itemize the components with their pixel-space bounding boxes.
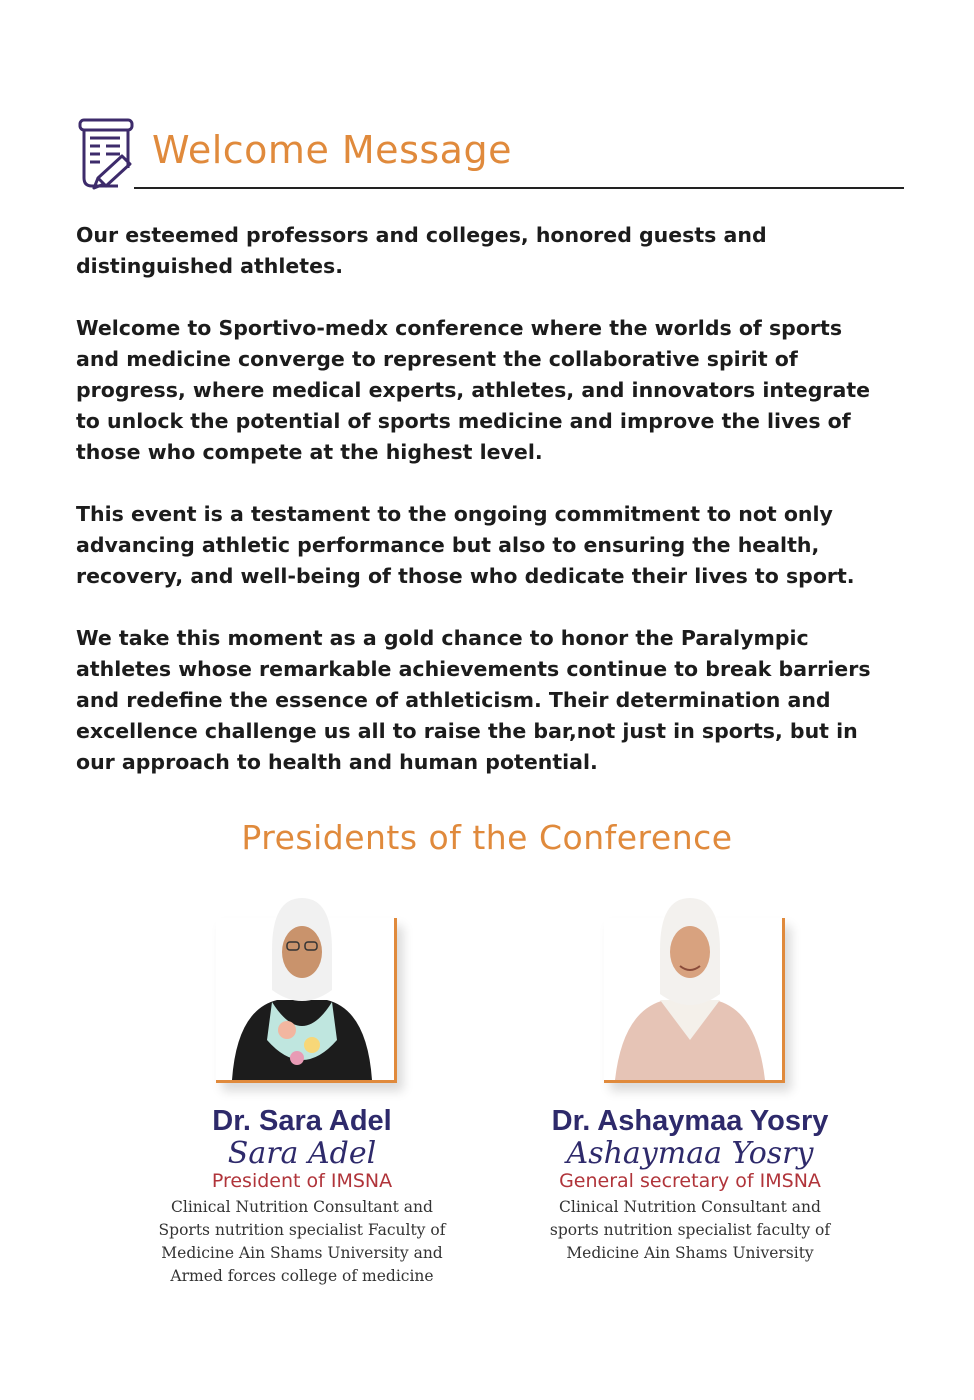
person-name: Dr. Ashaymaa Yosry bbox=[551, 1105, 829, 1137]
president-card bbox=[500, 890, 880, 1265]
person-name: Dr. Sara Adel bbox=[212, 1105, 392, 1137]
signature: Sara Adel bbox=[227, 1136, 377, 1171]
page-title: Welcome Message bbox=[152, 128, 512, 172]
signature: Ashaymaa Yosry bbox=[566, 1136, 814, 1171]
portrait-image bbox=[605, 890, 775, 1080]
person-description bbox=[500, 1196, 880, 1265]
paragraph: Our esteemed professors and colleges, honored guests and distinguished athletes. bbox=[76, 223, 767, 278]
title-divider bbox=[134, 187, 904, 189]
description-line: Medicine Ain Shams University bbox=[566, 1244, 814, 1262]
portrait-photo bbox=[217, 890, 387, 1085]
description-line: sports nutrition specialist faculty of bbox=[549, 1221, 831, 1239]
description-line: Medicine Ain Shams University and bbox=[161, 1244, 443, 1262]
president-card bbox=[112, 890, 492, 1288]
person-role: President of IMSNA bbox=[211, 1170, 393, 1192]
person-description bbox=[112, 1196, 492, 1288]
paragraph: Welcome to Sportivo-medx conference where the worlds of sports and medicine converge to represent the collaborative spirit of progress, where medical experts, athletes, and innovators integrate to unlock the potential of sports medicine and improve the lives of those who compete at the highest level. bbox=[76, 316, 871, 464]
portrait-image bbox=[217, 890, 387, 1080]
description-line: Sports nutrition specialist Faculty of bbox=[158, 1221, 446, 1239]
section-title: Presidents of the Conference bbox=[241, 818, 733, 857]
scroll-document-icon bbox=[74, 116, 140, 192]
portrait-photo bbox=[605, 890, 775, 1085]
description-line: Clinical Nutrition Consultant and bbox=[559, 1198, 821, 1216]
paragraph: This event is a testament to the ongoing commitment to not only advancing athletic performance but also to ensuring the health, recovery, and well-being of those who dedicate their lives to sport. bbox=[76, 502, 855, 588]
person-role: General secretary of IMSNA bbox=[559, 1170, 821, 1192]
description-line: Armed forces college of medicine bbox=[170, 1267, 434, 1285]
description-line: Clinical Nutrition Consultant and bbox=[171, 1198, 433, 1216]
welcome-message-body bbox=[76, 220, 886, 809]
paragraph: We take this moment as a gold chance to honor the Paralympic athletes whose remarkable achievements continue to break barriers and redefine the essence of athleticism. Their determination and excellence challenge us all to raise the bar,not just in sports, but in our approach to health and human potential. bbox=[76, 626, 871, 774]
